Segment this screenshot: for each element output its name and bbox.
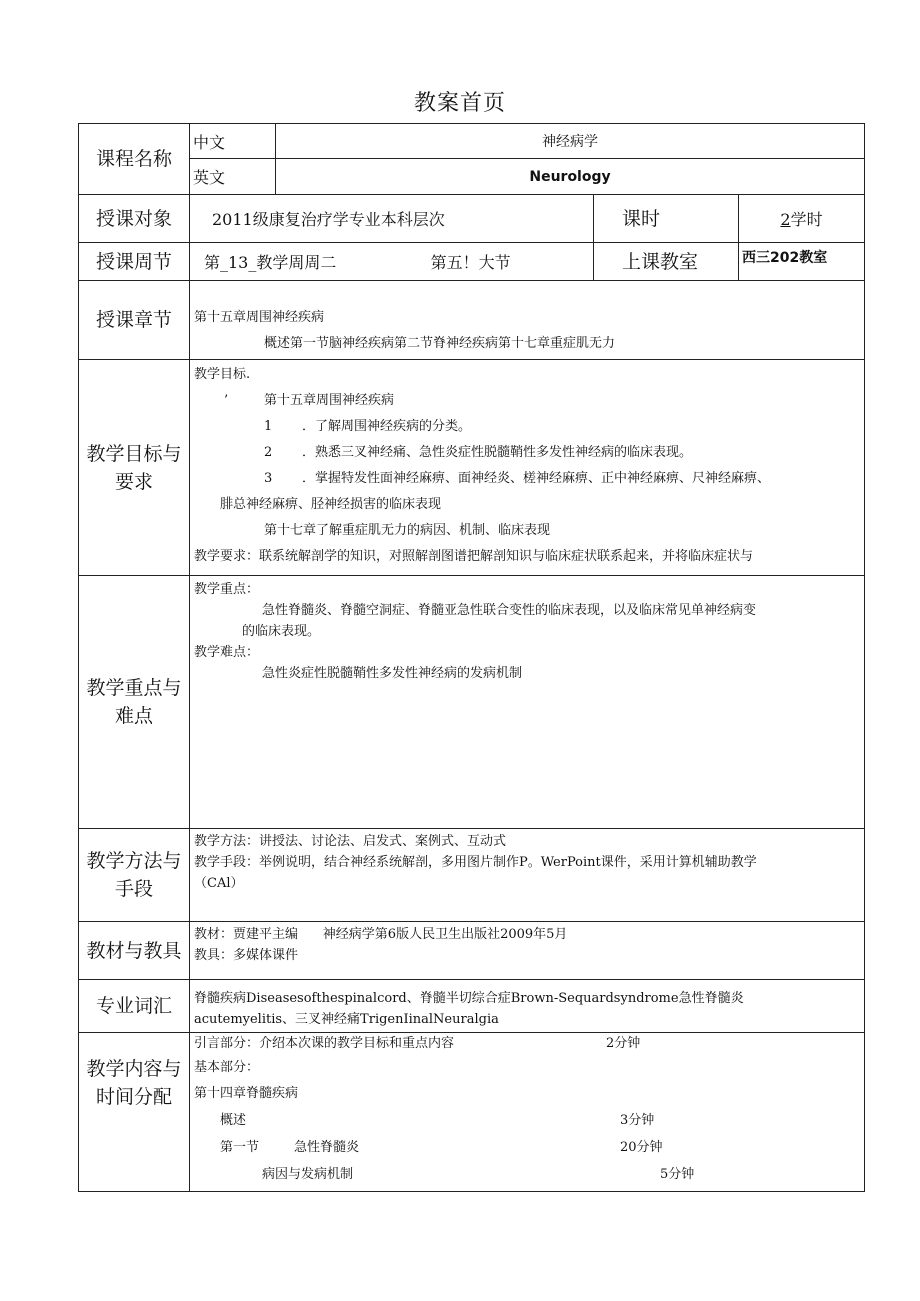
objective-3-continued: 腓总神经麻痹、胫神经损害的临床表现 xyxy=(220,497,442,512)
lesson-plan-table xyxy=(78,123,865,1192)
intro-time: 2分钟 xyxy=(606,1036,641,1051)
difficulty-line: 急性炎症性脱髓鞘性多发性神经病的发病机制 xyxy=(262,666,523,681)
audience-label: 授课对象 xyxy=(79,195,190,243)
hours-unit: 学时 xyxy=(790,210,823,229)
overview-time: 3分钟 xyxy=(620,1113,655,1128)
methods-cell xyxy=(190,829,865,922)
methods-line-2: 教学手段：举例说明，结合神经系统解剖，多用图片制作P。WerPoint课件，采用计算机辅助教学 xyxy=(194,855,757,870)
keypoints-label xyxy=(79,576,190,829)
course-en-label: 英文 xyxy=(190,159,276,195)
audience-row xyxy=(79,195,865,243)
vocab-line-1: 脊髓疾病Diseasesofthespinalcord、脊髓半切综合症Brown-Sequardsyndrome急性脊髓炎 xyxy=(194,991,744,1006)
key-line-2: 的临床表现。 xyxy=(242,624,321,639)
objectives-chapter: 第十五章周围神经疾病 xyxy=(264,393,395,408)
objectives-heading: 教学目标. xyxy=(194,367,251,382)
keypoints-cell xyxy=(190,576,865,829)
hours-value xyxy=(739,195,865,243)
objectives-label-line-1: 教学目标与 xyxy=(86,442,182,465)
course-name-label: 课程名称 xyxy=(79,124,190,195)
vocab-cell xyxy=(190,980,865,1033)
keypoints-label-line-1: 教学重点与 xyxy=(86,677,182,699)
page-title: 教案首页 xyxy=(413,91,506,116)
materials-line-2: 教具：多媒体课件 xyxy=(194,948,299,963)
course-zh-row xyxy=(79,124,865,159)
objective-1: ．了解周围神经疾病的分类。 xyxy=(302,419,472,434)
key-line-1: 急性脊髓炎、脊髓空洞症、脊髓亚急性联合变性的临床表现，以及临床常见单神经病变 xyxy=(262,603,757,618)
section-1-title: 急性脊髓炎 xyxy=(294,1140,360,1155)
objective-2-number: 2 xyxy=(264,445,273,460)
methods-line-3: （CAl） xyxy=(194,876,244,891)
content-label xyxy=(79,1033,190,1192)
teaching-requirement: 教学要求：联系统解剖学的知识，对照解剖图谱把解剖知识与临床症状联系起来，并将临床症状与 xyxy=(194,549,754,564)
keypoints-label-line-2: 难点 xyxy=(114,705,153,727)
week-row xyxy=(79,243,865,281)
hours-label: 课时 xyxy=(594,195,739,243)
content-cell xyxy=(190,1033,865,1192)
objectives-label-line-2: 要求 xyxy=(114,470,153,493)
week-value: 第_13_教学周周二 xyxy=(204,253,337,272)
methods-label xyxy=(79,829,190,922)
content-row xyxy=(79,1033,865,1192)
keypoints-row xyxy=(79,576,865,829)
course-zh-value: 神经病学 xyxy=(276,124,865,159)
week-cell xyxy=(190,243,594,281)
course-en-value: Neurology xyxy=(276,159,865,195)
course-en-row xyxy=(79,159,865,195)
methods-row xyxy=(79,829,865,922)
objectives-row xyxy=(79,360,865,576)
course-zh-label: 中文 xyxy=(190,124,276,159)
methods-label-line-1: 教学方法与 xyxy=(86,850,182,872)
hours-number: 2 xyxy=(780,210,791,229)
basic-heading: 基本部分： xyxy=(194,1060,260,1075)
objective-2: ．熟悉三叉神经痛、急性炎症性脱髓鞘性多发性神经病的临床表现。 xyxy=(302,445,693,460)
objective-3-number: 3 xyxy=(264,471,273,486)
objectives-cell xyxy=(190,360,865,576)
materials-line-1: 教材：贾建平主编 神经病学第6版人民卫生出版社2009年5月 xyxy=(194,927,568,942)
methods-label-line-2: 手段 xyxy=(114,878,153,900)
chapter-line-1: 第十五章周围神经疾病 xyxy=(194,310,325,325)
difficulty-heading: 教学难点： xyxy=(194,645,260,660)
chapter-row xyxy=(79,281,865,360)
vocab-row xyxy=(79,980,865,1033)
content-label-line-1: 教学内容与 xyxy=(86,1058,182,1080)
cause-time: 5分钟 xyxy=(660,1167,695,1182)
objectives-mark: ’ xyxy=(224,393,229,408)
objectives-label xyxy=(79,360,190,576)
key-heading: 教学重点： xyxy=(194,582,260,597)
chapter-line-2: 概述第一节脑神经疾病第二节脊神经疾病第十七章重症肌无力 xyxy=(264,336,616,351)
week-section: 第五！大节 xyxy=(430,253,511,272)
methods-line-1: 教学方法：讲授法、讨论法、启发式、案例式、互动式 xyxy=(194,834,507,849)
materials-row xyxy=(79,922,865,980)
chapter-cell xyxy=(190,281,865,360)
materials-cell xyxy=(190,922,865,980)
section-1-number: 第一节 xyxy=(220,1140,260,1155)
vocab-line-2: acutemyelitis、三叉神经痛TrigenIinalNeuralgia xyxy=(194,1012,499,1027)
overview-text: 概述 xyxy=(220,1113,247,1128)
section-1-time: 20分钟 xyxy=(620,1140,663,1155)
room-label: 上课教室 xyxy=(594,243,739,281)
content-chapter: 第十四章脊髓疾病 xyxy=(194,1086,299,1101)
objectives-chapter-17: 第十七章了解重症肌无力的病因、机制、临床表现 xyxy=(264,523,551,538)
materials-label: 教材与教具 xyxy=(79,922,190,980)
cause-text: 病因与发病机制 xyxy=(262,1167,354,1182)
objective-1-number: 1 xyxy=(264,419,273,434)
week-label: 授课周节 xyxy=(79,243,190,281)
content-label-line-2: 时间分配 xyxy=(95,1086,172,1108)
intro-text: 引言部分：介绍本次课的教学目标和重点内容 xyxy=(194,1036,455,1051)
vocab-label: 专业词汇 xyxy=(79,980,190,1033)
audience-value: 2011级康复治疗学专业本科层次 xyxy=(190,195,594,243)
objective-3: ．掌握特发性面神经麻痹、面神经炎、槎神经麻痹、正中神经麻痹、尺神经麻痹、 xyxy=(302,471,771,486)
chapter-label: 授课章节 xyxy=(79,281,190,360)
room-value: 西三202教室 xyxy=(739,243,865,281)
